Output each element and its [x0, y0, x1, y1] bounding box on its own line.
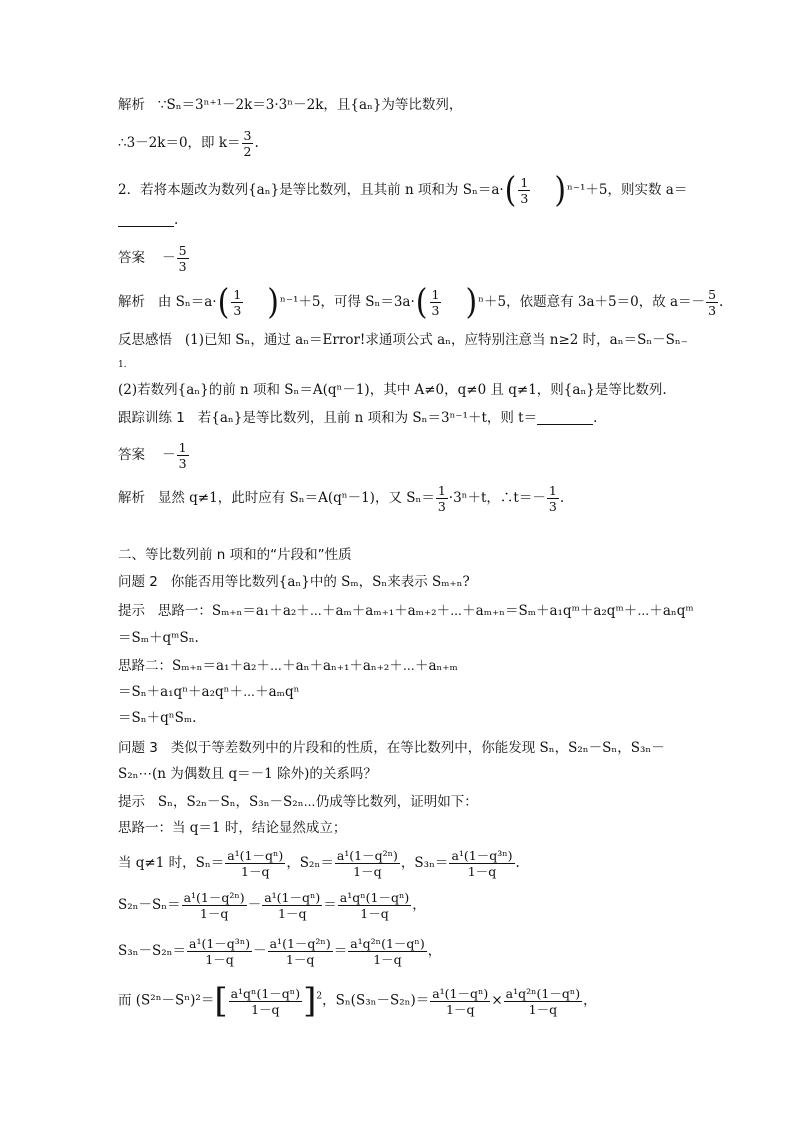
numerator: a¹qⁿ(1－qⁿ): [230, 985, 301, 1001]
text: －: [253, 943, 267, 959]
right-bracket: ]: [303, 981, 317, 1021]
text: ，: [427, 943, 442, 959]
fraction: [449, 848, 514, 879]
answer-1: [118, 243, 190, 274]
denominator: 1－q: [278, 906, 307, 921]
denominator: 1－q: [251, 1001, 280, 1017]
text: 而 (S²ⁿ－Sⁿ)²＝: [118, 992, 215, 1009]
fraction: [177, 243, 189, 274]
text: ⁿ⁻¹＋5，可得 Sₙ＝3a·: [280, 294, 415, 310]
denominator: 1－q: [241, 864, 270, 879]
text: .: [559, 490, 565, 506]
fraction: [242, 128, 254, 159]
fraction: [187, 936, 252, 967]
fraction: [706, 287, 718, 318]
hint-3b: 思路一：当 q＝1 时，结论显然成立；: [118, 820, 347, 836]
hint-text: 思路一：Sₘ₊ₙ＝a₁＋a₂＋⋯＋aₘ＋aₘ₊₁＋aₘ₊₂＋⋯＋aₘ₊ₙ＝Sₘ＋a₁qᵐ＋a₂qᵐ＋⋯＋aₙqᵐ: [157, 603, 694, 619]
numerator: a¹(1－q²ⁿ): [336, 848, 398, 863]
text: ，S₃ₙ＝: [400, 855, 449, 871]
hint-2: 思路二：Sₘ₊ₙ＝a₁＋a₂＋⋯＋aₙ＋aₙ₊₁＋aₙ₊₂＋⋯＋aₙ₊ₘ: [118, 658, 458, 674]
numerator: 1: [520, 175, 529, 190]
fraction: [262, 890, 322, 921]
answer-blank: [118, 212, 174, 227]
numerator: 1: [178, 440, 187, 455]
question-2: [118, 169, 688, 211]
equation-2: [118, 890, 426, 921]
left-bracket: [: [214, 981, 228, 1021]
denominator: 1－q: [373, 952, 402, 967]
left-paren: (: [217, 281, 230, 323]
fraction: [348, 936, 427, 967]
denominator: 3: [431, 303, 440, 318]
text: 1.: [118, 360, 127, 370]
section-heading: 二、等比数列前 n 项和的“片段和”性质: [118, 547, 352, 563]
problem-3: [118, 738, 665, 758]
problem-3b: S₂ₙ⋯(n 为偶数且 q＝－1 除外)的关系吗？: [118, 766, 377, 782]
hint-1: [118, 601, 694, 621]
text: ，: [583, 992, 597, 1009]
denominator: 3: [178, 456, 187, 471]
fraction: [225, 848, 285, 879]
text: ⁿ＋5，依题意有 3a＋5＝0，故 a＝－: [478, 294, 706, 310]
label-tishi: 提示: [118, 603, 145, 619]
text: .: [719, 294, 724, 310]
fraction: [229, 986, 303, 1017]
question-text: ⁿ⁻¹＋5，则实数 a＝: [567, 182, 688, 198]
label-wenti: 问题 3: [118, 740, 158, 756]
fraction: [436, 483, 448, 514]
denominator: 1－q: [528, 1001, 558, 1017]
fraction: [430, 986, 490, 1017]
label-daan: 答案: [118, 250, 145, 266]
denominator: 1－q: [360, 906, 389, 921]
text: S₃ₙ－S₂ₙ＝: [118, 943, 187, 959]
text: ，: [412, 897, 426, 913]
text: ＝: [323, 897, 337, 913]
text: ＝: [333, 943, 348, 959]
numerator: 1: [431, 287, 440, 302]
label-genzong: 跟踪训练 1: [118, 410, 185, 426]
numerator: a¹(1－q³ⁿ): [451, 848, 513, 863]
left-paren: (: [415, 281, 428, 323]
solution-line-2: [118, 128, 259, 159]
answer-blank: [537, 410, 593, 425]
label-jiexi: 解析: [118, 294, 145, 310]
numerator: 5: [708, 287, 717, 302]
problem-text: 类似于等差数列中的片段和的性质，在等比数列中，你能发现 Sₙ，S₂ₙ－Sₙ，S₃ₙ－: [170, 740, 665, 756]
hint-text: Sₙ，S₂ₙ－Sₙ，S₃ₙ－S₂ₙ⋯仍成等比数列，证明如下：: [157, 794, 478, 810]
numerator: a¹(1－qⁿ): [227, 848, 284, 863]
text: .: [593, 410, 598, 426]
numerator: 5: [178, 243, 187, 258]
solution-text: ∵Sₙ＝3ⁿ⁺¹－2k＝3·3ⁿ－2k，且{aₙ}为等比数列，: [157, 97, 463, 113]
numerator: a¹(1－qⁿ): [264, 890, 321, 905]
answer-2: [118, 440, 190, 471]
label-tishi: 提示: [118, 794, 145, 810]
reflection-text: (1)已知 Sₙ，通过 aₙ＝Error!求通项公式 aₙ，应特别注意当 n≥2 时，aₙ＝Sₙ－Sₙ₋: [184, 332, 688, 348]
reflection-1: [118, 330, 688, 350]
question-text: 2．若将本题改为数列{aₙ}是等比数列，且其前 n 项和为 Sₙ＝a·: [118, 182, 504, 198]
solution-line-1: [118, 95, 462, 115]
right-paren: ): [465, 281, 478, 323]
fraction: [518, 175, 530, 206]
fraction: [231, 287, 243, 318]
equation-3: [118, 936, 441, 967]
reflection-text: (2)若数列{aₙ}的前 n 项和 Sₙ＝A(qⁿ－1)，其中 A≠0，q≠0 且 q≠1，则{aₙ}是等比数列.: [118, 382, 667, 398]
problem-2: [118, 572, 470, 592]
hint-1b: ＝Sₘ＋qᵐSₙ.: [118, 630, 199, 646]
denominator: 2: [243, 144, 252, 159]
denominator: 1－q: [446, 1001, 475, 1017]
numerator: a¹(1－qⁿ): [432, 985, 489, 1001]
text: ·3ⁿ＋t，∴t＝－: [448, 490, 546, 506]
numerator: a¹(1－q³ⁿ): [189, 936, 251, 951]
label-daan: 答案: [118, 447, 145, 463]
text: 当 q≠1 时，Sₙ＝: [118, 855, 225, 871]
text: ，Sₙ(S₃ₙ－S₂ₙ)＝: [322, 992, 430, 1009]
numerator: 1: [233, 287, 242, 302]
denominator: 1－q: [467, 864, 497, 879]
numerator: a¹(1－q²ⁿ): [183, 890, 245, 905]
solution-3: [118, 483, 564, 514]
fraction: [182, 890, 247, 921]
fraction: [338, 890, 412, 921]
label-jiexi: 解析: [118, 97, 145, 113]
answer-blank-line: .: [118, 210, 178, 230]
reflection-cont: [118, 355, 127, 375]
equation-1: [118, 848, 520, 879]
numerator: a¹q²ⁿ(1－qⁿ): [505, 985, 581, 1001]
denominator: 1－q: [353, 864, 382, 879]
text: ×: [491, 992, 503, 1009]
numerator: a¹qⁿ(1－qⁿ): [339, 890, 410, 905]
text: ，S₂ₙ＝: [286, 855, 334, 871]
label-fansi: 反思感悟: [118, 332, 172, 348]
right-paren: ): [267, 281, 279, 323]
text: 由 Sₙ＝a·: [157, 294, 217, 310]
fraction: [430, 287, 442, 318]
label-jiexi: 解析: [118, 490, 145, 506]
sign: －: [162, 447, 176, 463]
exercise-text: 若{aₙ}是等比数列，且前 n 项和为 Sₙ＝3ⁿ⁻¹＋t，则 t＝: [197, 410, 538, 426]
numerator: 1: [437, 483, 446, 498]
denominator: 1－q: [285, 952, 315, 967]
denominator: 3: [520, 191, 529, 206]
numerator: a¹(1－q²ⁿ): [269, 936, 331, 951]
text: －: [247, 897, 262, 913]
left-paren: (: [504, 169, 517, 211]
solution-2: [118, 281, 724, 323]
text: ∴3－2k＝0，即 k＝: [118, 135, 241, 151]
tracking-exercise: [118, 408, 597, 428]
sign: －: [162, 250, 176, 266]
fraction: [504, 986, 583, 1017]
denominator: 3: [437, 499, 446, 514]
denominator: 3: [708, 303, 717, 318]
hint-2c: ＝Sₙ＋qⁿSₘ.: [118, 710, 197, 726]
fraction: [268, 936, 333, 967]
fraction: [547, 483, 559, 514]
hint-2b: ＝Sₙ＋a₁qⁿ＋a₂qⁿ＋⋯＋aₘqⁿ: [118, 684, 300, 700]
numerator: a¹q²ⁿ(1－qⁿ): [350, 936, 425, 951]
text: .: [515, 855, 520, 871]
text: 显然 q≠1，此时应有 Sₙ＝A(qⁿ－1)，又 Sₙ＝: [157, 490, 435, 506]
denominator: 3: [548, 499, 557, 514]
denominator: 1－q: [199, 906, 229, 921]
exponent: 2: [316, 991, 323, 1002]
numerator: 3: [243, 128, 252, 143]
fraction: [335, 848, 400, 879]
reflection-2: [118, 380, 667, 400]
denominator: 1－q: [205, 952, 234, 967]
denominator: 3: [178, 259, 187, 274]
denominator: 3: [233, 303, 242, 318]
text: .: [254, 135, 259, 151]
hint-3: [118, 792, 478, 812]
equation-4: [118, 981, 597, 1021]
numerator: 1: [548, 483, 557, 498]
right-paren: ): [554, 169, 567, 211]
text: S₂ₙ－Sₙ＝: [118, 897, 181, 913]
fraction: [177, 440, 189, 471]
problem-text: 你能否用等比数列{aₙ}中的 Sₘ，Sₙ来表示 Sₘ₊ₙ?: [170, 574, 470, 590]
label-wenti: 问题 2: [118, 574, 158, 590]
